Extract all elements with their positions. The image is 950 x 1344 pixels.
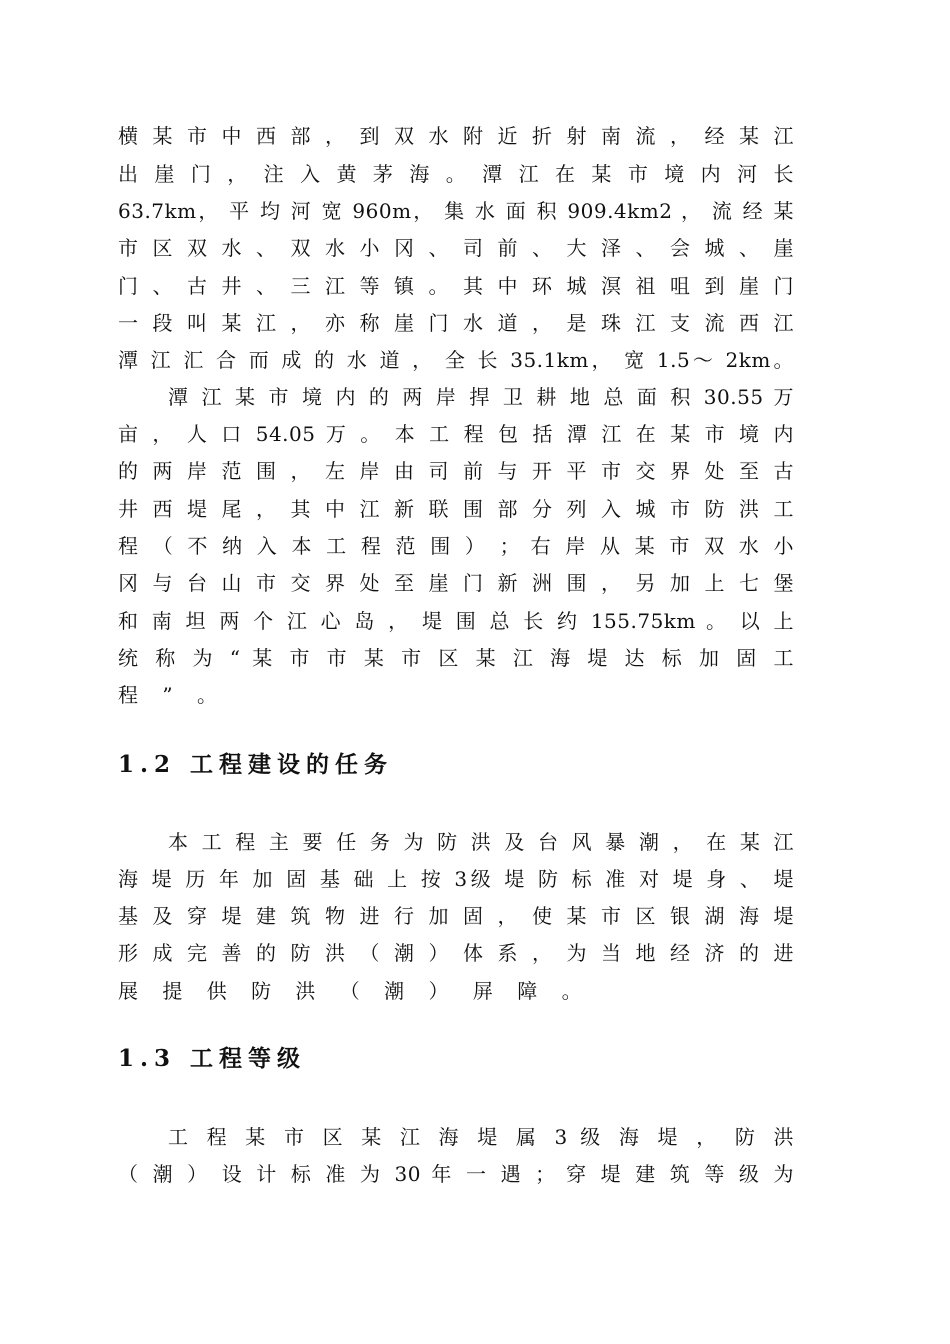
paragraph-line: 海 堤 历 年 加 固 基 础 上 按 3级 堤 防 标 准 对 堤 身 、 堤 xyxy=(118,867,794,891)
paragraph-line: 出 崖 门 ， 注 入 黄 茅 海 。 潭 江 在 某 市 境 内 河 长 xyxy=(118,162,794,186)
paragraph-line: 市 区 双 水 、 双 水 小 冈 、 司 前 、 大 泽 、 会 城 、 崖 xyxy=(118,236,794,260)
section-heading: 1.2 工程建设的任务 xyxy=(118,751,394,778)
paragraph-line: 程 ” 。 xyxy=(118,683,226,707)
paragraph-line: （ 潮 ） 设 计 标 准 为 30 年 一 遇 ； 穿 堤 建 筑 等 级 为 xyxy=(118,1162,794,1186)
paragraph-line: 工 程 某 市 区 某 江 海 堤 属 3 级 海 堤 ， 防 洪 xyxy=(168,1125,794,1149)
paragraph-line: 展 提 供 防 洪 （ 潮 ） 屏 障 。 xyxy=(118,979,591,1003)
paragraph-line: 井 西 堤 尾 ， 其 中 江 新 联 围 部 分 列 入 城 市 防 洪 工 xyxy=(118,497,794,521)
paragraph-line: 横 某 市 中 西 部 ， 到 双 水 附 近 折 射 南 流 ， 经 某 江 xyxy=(118,124,794,148)
paragraph-line: 潭 江 汇 合 而 成 的 水 道 ， 全 长 35.1km， 宽 1.5～ 2km。 xyxy=(118,348,794,372)
paragraph-line: 形 成 完 善 的 防 洪 （ 潮 ） 体 系 ， 为 当 地 经 济 的 进 xyxy=(118,941,794,965)
paragraph-line: 统 称 为 “ 某 市 市 某 市 区 某 江 海 堤 达 标 加 固 工 xyxy=(118,646,794,670)
paragraph-line: 潭 江 某 市 境 内 的 两 岸 捍 卫 耕 地 总 面 积 30.55 万 xyxy=(168,385,794,409)
paragraph-line: 程 （ 不 纳 入 本 工 程 范 围 ） ； 右 岸 从 某 市 双 水 小 xyxy=(118,534,794,558)
paragraph-line: 冈 与 台 山 市 交 界 处 至 崖 门 新 洲 围 ， 另 加 上 七 堡 xyxy=(118,571,794,595)
paragraph-line: 63.7km， 平 均 河 宽 960m， 集 水 面 积 909.4km2 ， 流 经 某 xyxy=(118,199,794,223)
paragraph-line: 基 及 穿 堤 建 筑 物 进 行 加 固 ， 使 某 市 区 银 湖 海 堤 xyxy=(118,904,794,928)
paragraph-line: 门 、 古 井 、 三 江 等 镇 。 其 中 环 城 溟 祖 咀 到 崖 门 xyxy=(118,274,794,298)
paragraph-line: 本 工 程 主 要 任 务 为 防 洪 及 台 风 暴 潮 ， 在 某 江 xyxy=(168,830,794,854)
paragraph-line: 和 南 坦 两 个 江 心 岛 ， 堤 围 总 长 约 155.75km 。 以 上 xyxy=(118,609,794,633)
paragraph-line: 亩 ， 人 口 54.05 万 。 本 工 程 包 括 潭 江 在 某 市 境 内 xyxy=(118,422,794,446)
paragraph-line: 一 段 叫 某 江 ， 亦 称 崖 门 水 道 ， 是 珠 江 支 流 西 江 xyxy=(118,311,794,335)
paragraph-line: 的 两 岸 范 围 ， 左 岸 由 司 前 与 开 平 市 交 界 处 至 古 xyxy=(118,459,794,483)
section-heading: 1.3 工程等级 xyxy=(118,1045,307,1072)
